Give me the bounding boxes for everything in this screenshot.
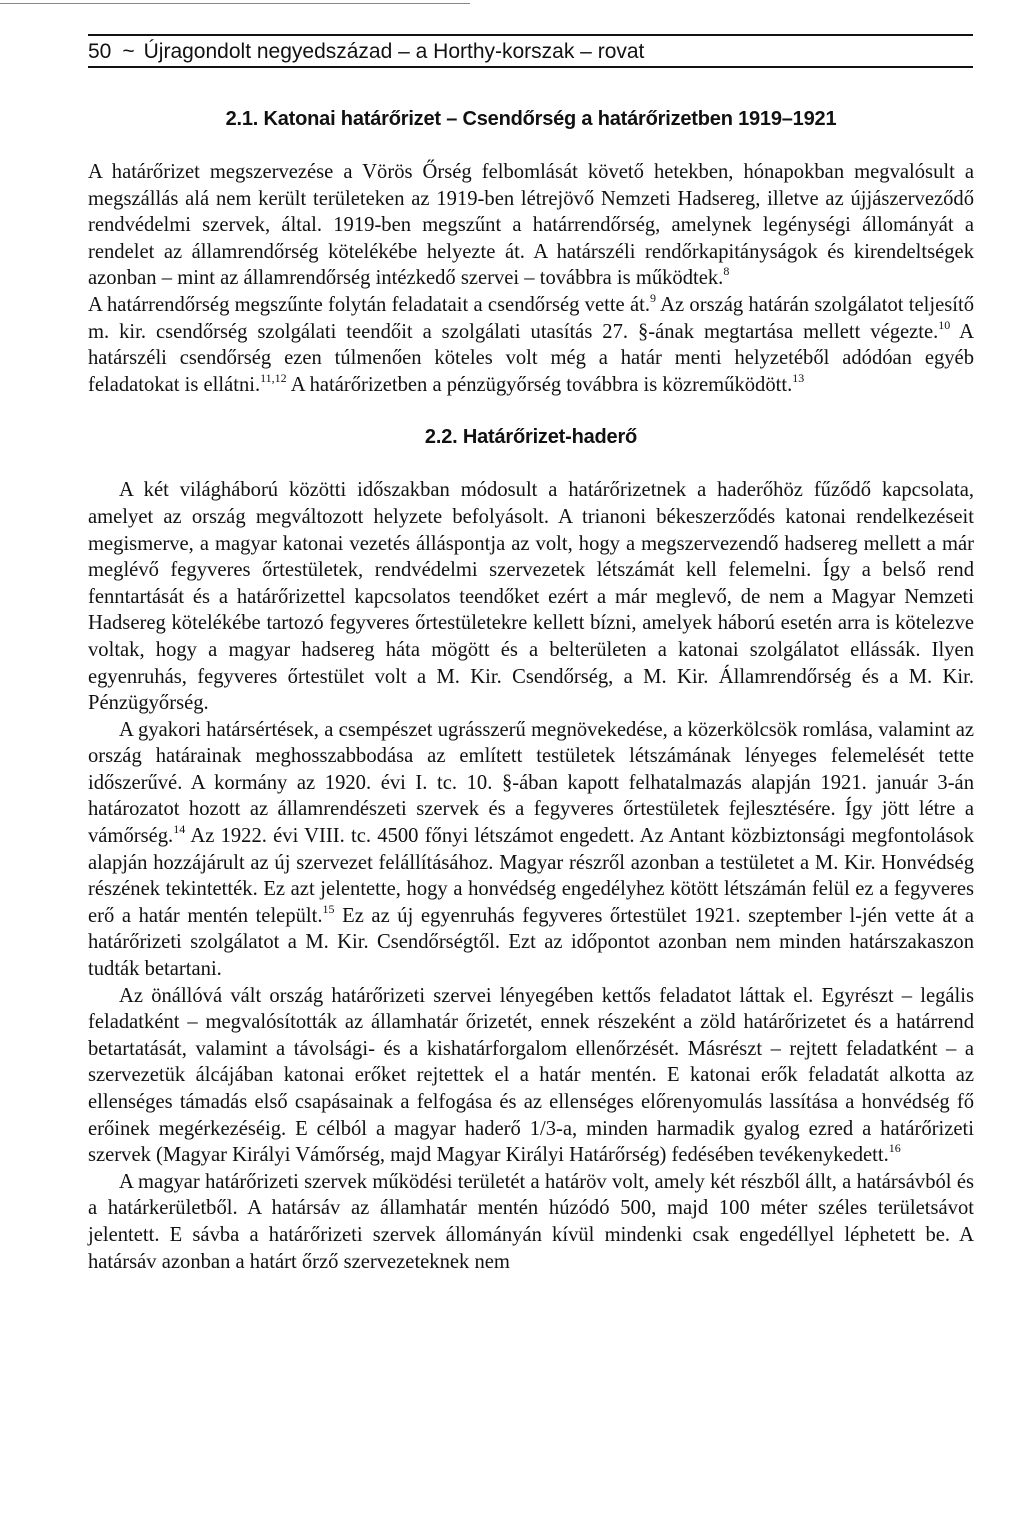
paragraph-text: A határrendőrség megszűnte folytán feladatait a csendőrség vette át. — [88, 293, 650, 316]
paragraph-text: Az 1922. évi VIII. tc. 4500 főnyi létszámot engedett. Az Antant közbiztonsági megfontolások alapján hozzájárult az új szervezet felállításához. Magyar részről azonban a testületet a M. Kir. Honvédség részének tekintették. Ez azt jelentette, hogy a honvédség engedélyhez kötött létszámán felül ez a fegyveres erő a határ mentén települt. — [88, 825, 974, 927]
paragraph-text: Ez az új egyenruhás fegyveres őrtestület 1921. szeptember l-jén vette át a határőrizeti szolgálatot a M. Kir. Csendőrségtől. Ezt az időpontot azonban nem minden határszakaszon tudták betartani. — [88, 904, 975, 981]
paragraph-text: A határőrizet megszervezése a Vörös Őrség felbomlását követő hetekben, hónapokban megvalósult a megszállás alá nem került területeken az 1919-ben létrejövő Nemzeti Hadsereg, illetve az újjászerveződő rendvédelmi szervek, által. 1919-ben megszűnt a határrendőrség, amelynek legénységi állományát a rendelet az államrendőrség kötelékébe helyezte át. A határszéli rendőrkapitányságok és kirendeltségek azonban – mint az államrendőrség intézkedő szervei – továbbra is működtek. — [88, 161, 974, 290]
paragraph-text: Az önállóvá vált ország határőrizeti szervei lényegében kettős feladatot láttak el. Egyrészt – legális feladatként – megvalósították az államhatár őrizetét, ennek részeként a zöld határőrizetet és a határrend betartatását, valamint a távolsági- és a kishatárforgalom ellenőrzését. Másrészt – rejtett feladatként – a szervezetük álcájában katonai erőket rejtettek el a határ mentén. E katonai erők feladatát alkotta az ellenséges támadás első csapásainak a felfogása és az ellenséges előrenyomulás lassítása a honvédség fő erőinek megérkezéséig. E célból a magyar haderő 1/3-a, minden harmadik gyalog ezred a határőrizeti szervek (Magyar Királyi Vámőrség, majd Magyar Királyi Határőrség) fedésében tevékenykedett. — [88, 984, 974, 1167]
footnote-ref-11-12: 11,12 — [260, 370, 287, 385]
paragraph — [88, 292, 974, 398]
paragraph — [88, 159, 974, 292]
paragraph-text: A határőrizetben a pénzügyőrség továbbra is közreműködött. — [286, 373, 793, 396]
top-edge-rule — [0, 3, 470, 4]
paragraph: A két világháború közötti időszakban módosult a határőrizetnek a haderőhöz fűződő kapcsolata, amelyet az ország megváltozott helyzete befolyásolt. A trianoni békeszerződés katonai rendelkezéseit megismerve, a magyar katonai vezetés álláspontja az volt, hogy a megszervezendő hadsereg mellett a már meglévő fegyveres őrtestületek, rendvédelmi szervezetek létszámát kell felemelni. Így a belső rend fenntartását és a határőrizettel kapcsolatos teendőket ezért a már meglevő, de nem a Magyar Nemzeti Hadsereg kötelékébe tartozó fegyveres őrtestületekre kellett bízni, amelyek háború esetén arra is kötelezve voltak, hogy a magyar hadsereg háta mögött és a belterületen a katonai szolgálatot ellássák. Ilyen egyenruhás, fegyveres őrtestület volt a M. Kir. Csendőrség, a M. Kir. Államrendőrség és a M. Kir. Pénzügyőrség. — [88, 479, 974, 715]
main-text — [88, 103, 974, 1275]
paragraph-text: A gyakori határsértések, a csempészet ugrásszerű megnövekedése, a közerkölcsök romlása, valamint az ország határainak meghosszabbodása az említett testületek létszámának lényeges felemelését tette időszerűvé. A kormány az 1920. évi I. tc. 10. §-ában kapott felhatalmazás alapján 1921. január 3-án határozatot hozott az államrendészeti szervek és a fegyveres őrtestületek fejlesztésére. Így jött létre a vámőrség. — [88, 718, 974, 848]
paragraph-text: Az ország határán szolgálatot teljesítő m. kir. csendőrség szolgálati teendőit a szolgálati utasítás 27. §-ának megtartása mellett végezte. — [88, 293, 975, 343]
paragraph: A magyar határőrizeti szervek működési területét a határöv volt, amely két részből állt, a határsávból és a határkerületből. A határsáv az államhatár mentén húzódó 500, majd 100 méter széles területsávot jelentett. E sávba a határőrizeti szervek állományán kívül mindenki csak engedéllyel léphetett be. A határsáv azonban a határt őrző szervezeteknek nem — [88, 1170, 974, 1273]
running-title: Újragondolt negyedszázad – a Horthy-korszak – rovat — [143, 40, 645, 63]
footnote-ref-16: 16 — [888, 1141, 901, 1156]
section-heading-2-2: 2.2. Határőrizet-haderő — [424, 426, 638, 449]
footnote-ref-15: 15 — [322, 901, 335, 916]
running-header — [88, 34, 973, 68]
footnote-ref-14: 14 — [173, 822, 186, 837]
header-separator: ~ — [122, 40, 135, 63]
page-number: 50 — [88, 40, 112, 63]
footnote-ref-13: 13 — [792, 370, 805, 385]
paragraph — [88, 717, 974, 983]
footnote-ref-10: 10 — [938, 317, 951, 332]
footnote-ref-8: 8 — [723, 264, 730, 279]
paragraph-text: A határszéli csendőrség ezen túlmenően köteles volt még a határ menti helyzetéből adódóan egyéb feladatokat is ellátni. — [88, 320, 974, 396]
paragraph — [88, 983, 974, 1169]
section-heading-2-1: 2.1. Katonai határőrizet – Csendőrség a határőrizetben 1919–1921 — [225, 108, 837, 130]
footnote-ref-9: 9 — [649, 290, 656, 305]
